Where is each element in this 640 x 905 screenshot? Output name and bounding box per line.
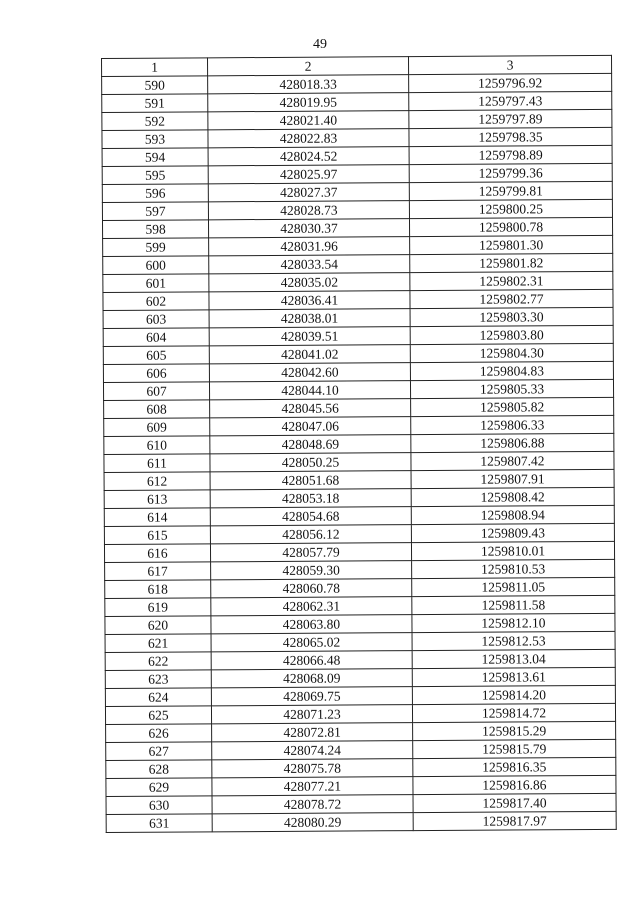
point-number-cell: 604 bbox=[103, 328, 209, 347]
y-coordinate-cell: 1259800.78 bbox=[409, 217, 612, 236]
x-coordinate-cell: 428060.78 bbox=[211, 579, 412, 598]
point-number-cell: 606 bbox=[103, 364, 209, 383]
x-coordinate-cell: 428033.54 bbox=[209, 255, 410, 274]
point-number-cell: 620 bbox=[105, 616, 211, 635]
point-number-cell: 627 bbox=[106, 742, 212, 761]
y-coordinate-cell: 1259800.25 bbox=[409, 199, 612, 218]
y-coordinate-cell: 1259798.89 bbox=[409, 145, 612, 164]
y-coordinate-cell: 1259814.20 bbox=[412, 685, 615, 704]
x-coordinate-cell: 428069.75 bbox=[211, 687, 412, 706]
x-coordinate-cell: 428048.69 bbox=[210, 435, 411, 454]
y-coordinate-cell: 1259809.43 bbox=[411, 523, 614, 542]
x-coordinate-cell: 428027.37 bbox=[208, 183, 409, 202]
y-coordinate-cell: 1259810.53 bbox=[412, 559, 615, 578]
y-coordinate-cell: 1259801.82 bbox=[410, 253, 613, 272]
x-coordinate-cell: 428075.78 bbox=[212, 759, 413, 778]
x-coordinate-cell: 428054.68 bbox=[210, 507, 411, 526]
point-number-cell: 631 bbox=[106, 814, 212, 833]
y-coordinate-cell: 1259815.79 bbox=[413, 739, 616, 758]
y-coordinate-cell: 1259803.80 bbox=[410, 325, 613, 344]
point-number-cell: 618 bbox=[105, 580, 211, 599]
y-coordinate-cell: 1259799.36 bbox=[409, 163, 612, 182]
y-coordinate-cell: 1259799.81 bbox=[409, 181, 612, 200]
y-coordinate-cell: 1259814.72 bbox=[412, 703, 615, 722]
y-coordinate-cell: 1259797.43 bbox=[409, 91, 612, 110]
x-coordinate-cell: 428038.01 bbox=[209, 309, 410, 328]
y-coordinate-cell: 1259802.77 bbox=[410, 289, 613, 308]
point-number-cell: 599 bbox=[103, 238, 209, 257]
point-number-cell: 594 bbox=[102, 148, 208, 167]
x-coordinate-cell: 428024.52 bbox=[208, 147, 409, 166]
x-coordinate-cell: 428063.80 bbox=[211, 615, 412, 634]
y-coordinate-cell: 1259797.89 bbox=[409, 109, 612, 128]
y-coordinate-cell: 1259798.35 bbox=[409, 127, 612, 146]
y-coordinate-cell: 1259811.58 bbox=[412, 595, 615, 614]
table-row bbox=[106, 811, 616, 832]
x-coordinate-cell: 428041.02 bbox=[209, 345, 410, 364]
x-coordinate-cell: 428039.51 bbox=[209, 327, 410, 346]
y-coordinate-cell: 1259806.33 bbox=[411, 415, 614, 434]
point-number-cell: 602 bbox=[103, 292, 209, 311]
x-coordinate-cell: 428056.12 bbox=[210, 525, 411, 544]
x-coordinate-cell: 428044.10 bbox=[209, 381, 410, 400]
point-number-cell: 605 bbox=[103, 346, 209, 365]
x-coordinate-cell: 428036.41 bbox=[209, 291, 410, 310]
point-number-cell: 611 bbox=[104, 454, 210, 473]
point-number-cell: 603 bbox=[103, 310, 209, 329]
y-coordinate-cell: 1259796.92 bbox=[409, 73, 612, 92]
x-coordinate-cell: 428050.25 bbox=[210, 453, 411, 472]
x-coordinate-cell: 428028.73 bbox=[208, 201, 409, 220]
y-coordinate-cell: 1259805.82 bbox=[411, 397, 614, 416]
point-number-cell: 609 bbox=[104, 418, 210, 437]
point-number-cell: 617 bbox=[105, 562, 211, 581]
point-number-cell: 590 bbox=[102, 76, 208, 95]
x-coordinate-cell: 428053.18 bbox=[210, 489, 411, 508]
page-number: 49 bbox=[313, 37, 327, 52]
y-coordinate-cell: 1259811.05 bbox=[412, 577, 615, 596]
x-coordinate-cell: 428022.83 bbox=[208, 129, 409, 148]
y-coordinate-cell: 1259817.97 bbox=[413, 811, 616, 830]
point-number-cell: 592 bbox=[102, 112, 208, 131]
point-number-cell: 591 bbox=[102, 94, 208, 113]
y-coordinate-cell: 1259810.01 bbox=[411, 541, 614, 560]
point-number-cell: 596 bbox=[102, 184, 208, 203]
point-number-cell: 619 bbox=[105, 598, 211, 617]
point-number-cell: 607 bbox=[103, 382, 209, 401]
point-number-cell: 624 bbox=[105, 688, 211, 707]
x-coordinate-cell: 428018.33 bbox=[208, 75, 409, 94]
x-coordinate-cell: 428071.23 bbox=[211, 705, 412, 724]
table-body bbox=[102, 73, 617, 832]
y-coordinate-cell: 1259813.61 bbox=[412, 667, 615, 686]
point-number-cell: 621 bbox=[105, 634, 211, 653]
point-number-cell: 629 bbox=[106, 778, 212, 797]
y-coordinate-cell: 1259801.30 bbox=[410, 235, 613, 254]
x-coordinate-cell: 428021.40 bbox=[208, 111, 409, 130]
y-coordinate-cell: 1259816.35 bbox=[413, 757, 616, 776]
x-coordinate-cell: 428068.09 bbox=[211, 669, 412, 688]
y-coordinate-cell: 1259804.30 bbox=[410, 343, 613, 362]
x-coordinate-cell: 428019.95 bbox=[208, 93, 409, 112]
point-number-cell: 630 bbox=[106, 796, 212, 815]
y-coordinate-cell: 1259808.42 bbox=[411, 487, 614, 506]
x-coordinate-cell: 428072.81 bbox=[212, 723, 413, 742]
point-number-cell: 598 bbox=[102, 220, 208, 239]
y-coordinate-cell: 1259815.29 bbox=[413, 721, 616, 740]
x-coordinate-cell: 428025.97 bbox=[208, 165, 409, 184]
column-header-3: 3 bbox=[408, 55, 611, 74]
point-number-cell: 622 bbox=[105, 652, 211, 671]
point-number-cell: 628 bbox=[106, 760, 212, 779]
y-coordinate-cell: 1259804.83 bbox=[410, 361, 613, 380]
y-coordinate-cell: 1259812.10 bbox=[412, 613, 615, 632]
point-number-cell: 600 bbox=[103, 256, 209, 275]
x-coordinate-cell: 428030.37 bbox=[208, 219, 409, 238]
point-number-cell: 597 bbox=[102, 202, 208, 221]
point-number-cell: 595 bbox=[102, 166, 208, 185]
x-coordinate-cell: 428078.72 bbox=[212, 795, 413, 814]
y-coordinate-cell: 1259817.40 bbox=[413, 793, 616, 812]
point-number-cell: 625 bbox=[105, 706, 211, 725]
x-coordinate-cell: 428077.21 bbox=[212, 777, 413, 796]
x-coordinate-cell: 428057.79 bbox=[210, 543, 411, 562]
y-coordinate-cell: 1259812.53 bbox=[412, 631, 615, 650]
y-coordinate-cell: 1259807.42 bbox=[411, 451, 614, 470]
point-number-cell: 616 bbox=[104, 544, 210, 563]
x-coordinate-cell: 428042.60 bbox=[209, 363, 410, 382]
x-coordinate-cell: 428031.96 bbox=[209, 237, 410, 256]
y-coordinate-cell: 1259813.04 bbox=[412, 649, 615, 668]
y-coordinate-cell: 1259803.30 bbox=[410, 307, 613, 326]
point-number-cell: 613 bbox=[104, 490, 210, 509]
x-coordinate-cell: 428045.56 bbox=[210, 399, 411, 418]
point-number-cell: 623 bbox=[105, 670, 211, 689]
y-coordinate-cell: 1259808.94 bbox=[411, 505, 614, 524]
point-number-cell: 608 bbox=[104, 400, 210, 419]
coordinates-table bbox=[101, 55, 617, 833]
y-coordinate-cell: 1259802.31 bbox=[410, 271, 613, 290]
y-coordinate-cell: 1259816.86 bbox=[413, 775, 616, 794]
y-coordinate-cell: 1259807.91 bbox=[411, 469, 614, 488]
x-coordinate-cell: 428035.02 bbox=[209, 273, 410, 292]
x-coordinate-cell: 428074.24 bbox=[212, 741, 413, 760]
y-coordinate-cell: 1259805.33 bbox=[410, 379, 613, 398]
x-coordinate-cell: 428066.48 bbox=[211, 651, 412, 670]
x-coordinate-cell: 428051.68 bbox=[210, 471, 411, 490]
point-number-cell: 614 bbox=[104, 508, 210, 527]
column-header-1: 1 bbox=[102, 58, 208, 77]
point-number-cell: 615 bbox=[104, 526, 210, 545]
point-number-cell: 593 bbox=[102, 130, 208, 149]
x-coordinate-cell: 428062.31 bbox=[211, 597, 412, 616]
point-number-cell: 601 bbox=[103, 274, 209, 293]
x-coordinate-cell: 428065.02 bbox=[211, 633, 412, 652]
point-number-cell: 610 bbox=[104, 436, 210, 455]
x-coordinate-cell: 428059.30 bbox=[211, 561, 412, 580]
y-coordinate-cell: 1259806.88 bbox=[411, 433, 614, 452]
point-number-cell: 626 bbox=[106, 724, 212, 743]
point-number-cell: 612 bbox=[104, 472, 210, 491]
column-header-2: 2 bbox=[208, 57, 409, 76]
x-coordinate-cell: 428047.06 bbox=[210, 417, 411, 436]
x-coordinate-cell: 428080.29 bbox=[212, 813, 413, 832]
